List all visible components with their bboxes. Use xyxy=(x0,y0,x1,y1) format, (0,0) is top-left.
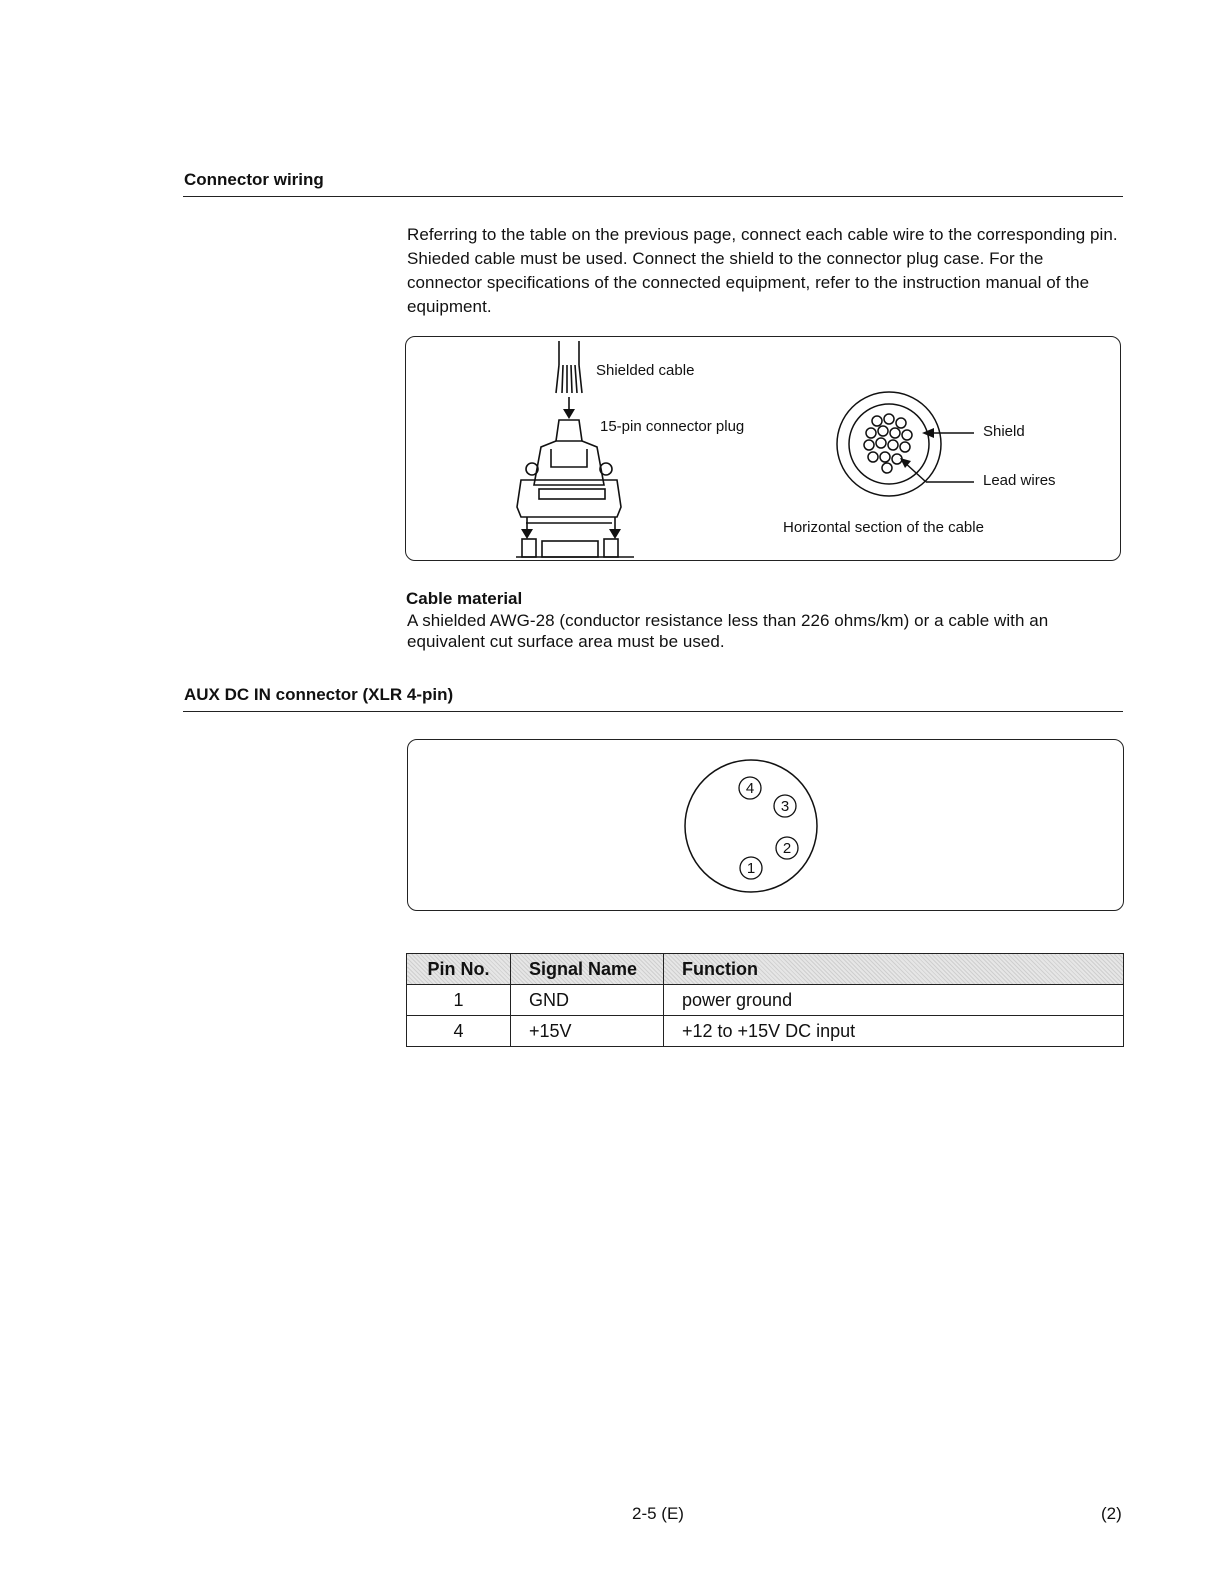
cable-connector-figure xyxy=(405,336,1121,561)
pin-table-header-row xyxy=(407,954,1124,985)
cable-section-caption: Horizontal section of the cable xyxy=(783,519,984,536)
pin-number-cell: 1 xyxy=(407,985,511,1016)
cable-material-text: A shielded AWG-28 (conductor resistance less than 226 ohms/km) or a cable with an equivalent cut surface area must be used. xyxy=(407,611,1049,651)
pin-number-cell: 4 xyxy=(407,1016,511,1047)
header-function: Function xyxy=(664,954,1124,985)
signal-name-cell: GND xyxy=(511,985,664,1016)
connector-plug-label: 15-pin connector plug xyxy=(600,418,745,435)
cable-material-heading: Cable material xyxy=(406,589,523,608)
pin-table xyxy=(406,953,1124,1047)
xlr-pin-diagram xyxy=(408,740,1123,910)
signal-name-cell: +15V xyxy=(511,1016,664,1047)
xlr-pin-4: 4 xyxy=(745,780,755,797)
connector-wiring-paragraph: Referring to the table on the previous page, connect each cable wire to the corresponding pin. Shieded cable must be used. Connect the shield to the connector plug case. For the connector specifications of the connected equipment, refer to the instruction manual of the equipment. xyxy=(407,225,1118,316)
section-divider xyxy=(183,711,1123,712)
header-pin-no: Pin No. xyxy=(407,954,511,985)
table-row xyxy=(407,1016,1124,1047)
connector-plug-illustration xyxy=(406,337,1120,560)
shielded-cable-label: Shielded cable xyxy=(596,362,695,379)
table-row xyxy=(407,985,1124,1016)
xlr-connector-figure xyxy=(407,739,1124,911)
function-cell: +12 to +15V DC input xyxy=(664,1016,1124,1047)
xlr-pin-2: 2 xyxy=(782,840,792,857)
section-divider xyxy=(183,196,1123,197)
header-signal-name: Signal Name xyxy=(511,954,664,985)
page-number: 2-5 (E) xyxy=(632,1504,684,1523)
revision-number: (2) xyxy=(1101,1504,1122,1523)
xlr-pin-1: 1 xyxy=(746,860,756,877)
shield-label: Shield xyxy=(983,423,1025,440)
section-heading-connector-wiring: Connector wiring xyxy=(184,170,324,189)
section-heading-aux-dc-in: AUX DC IN connector (XLR 4-pin) xyxy=(184,685,454,704)
xlr-pin-3: 3 xyxy=(780,798,790,815)
lead-wires-label: Lead wires xyxy=(983,472,1056,489)
function-cell: power ground xyxy=(664,985,1124,1016)
